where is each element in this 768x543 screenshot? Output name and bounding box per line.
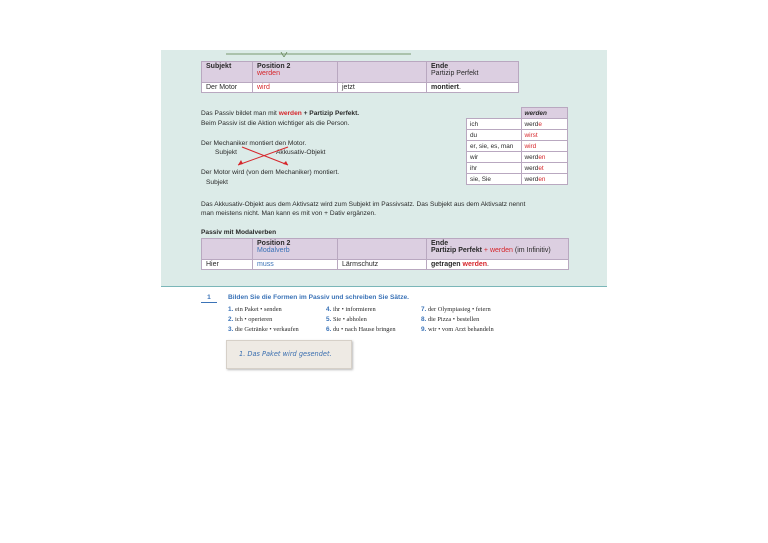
note-line-2: man meistens nicht. Man kann es mit von + Dativ ergänzen. — [201, 210, 377, 217]
modal-cell-subject: Hier — [202, 260, 253, 270]
conj-form: werdet — [521, 163, 567, 174]
label-akkusativ: Akkusativ-Objekt — [276, 149, 326, 156]
answer-example: 1. Das Paket wird gesendet. — [239, 350, 332, 358]
exercise-item: 5. Sie • abholen — [326, 316, 367, 323]
section-divider — [161, 286, 607, 287]
conj-pron: ihr — [467, 163, 522, 174]
modal-cell-end: getragen werden. — [427, 260, 569, 270]
conj-empty — [467, 108, 522, 119]
passive-structure-table — [201, 61, 519, 93]
header-subjekt: Subjekt — [202, 62, 253, 83]
modal-title: Passiv mit Modalverben — [201, 229, 277, 236]
exercise-title: Bilden Sie die Formen im Passiv und schreiben Sie Sätze. — [228, 294, 410, 301]
note-line-1: Das Akkusativ-Objekt aus dem Aktivsatz wird zum Subjekt im Passivsatz. Das Subjekt aus dem Aktivsatz nennt — [201, 201, 526, 208]
modal-header-middle — [338, 239, 427, 260]
exercise-item: 6. du • nach Hause bringen — [326, 326, 396, 333]
passive-sentence: Der Motor wird (von dem Mechaniker) montiert. — [201, 169, 340, 176]
label-subjekt: Subjekt — [215, 149, 237, 156]
cell-subject: Der Motor — [202, 83, 253, 93]
conj-form: wirst — [521, 130, 567, 141]
conj-pron: ich — [467, 119, 522, 130]
modal-header-ende: Ende Partizip Perfekt + werden (im Infinitiv) — [427, 239, 569, 260]
cell-end: montiert. — [427, 83, 519, 93]
conj-header: werden — [521, 108, 567, 119]
conj-pron: du — [467, 130, 522, 141]
modal-cell-middle: Lärmschutz — [338, 260, 427, 270]
modal-header-position2: Position 2 Modalverb — [253, 239, 338, 260]
exercise-item: 8. die Pizza • bestellen — [421, 316, 480, 323]
rule-line-1: Das Passiv bildet man mit werden + Partizip Perfekt. — [201, 110, 360, 117]
transform-arrows — [230, 145, 305, 169]
modal-passive-table — [201, 238, 569, 270]
header-middle — [338, 62, 427, 83]
conj-pron: er, sie, es, man — [467, 141, 522, 152]
active-sentence: Der Mechaniker montiert den Motor. — [201, 140, 307, 147]
modal-header-empty — [202, 239, 253, 260]
label-subjekt-2: Subjekt — [206, 179, 228, 186]
exercise-item: 3. die Getränke • verkaufen — [228, 326, 299, 333]
exercise-item: 9. wir • vom Arzt behandeln — [421, 326, 494, 333]
exercise-item: 1. ein Paket • senden — [228, 306, 282, 313]
conj-form: werde — [521, 119, 567, 130]
cell-middle: jetzt — [338, 83, 427, 93]
exercise-number: 1 — [201, 293, 217, 303]
answer-note-card — [226, 340, 352, 369]
header-ende: Ende Partizip Perfekt — [427, 62, 519, 83]
exercise-item: 2. ich • operieren — [228, 316, 273, 323]
modal-cell-verb: muss — [253, 260, 338, 270]
header-position2: Position 2 werden — [253, 62, 338, 83]
conj-form: werden — [521, 174, 567, 185]
conj-form: wird — [521, 141, 567, 152]
cell-verb: wird — [253, 83, 338, 93]
conj-form: werden — [521, 152, 567, 163]
werden-conjugation-table — [466, 107, 568, 185]
exercise-item: 7. der Olympiasieg • feiern — [421, 306, 491, 313]
conj-pron: wir — [467, 152, 522, 163]
conj-pron: sie, Sie — [467, 174, 522, 185]
rule-line-2: Beim Passiv ist die Aktion wichtiger als die Person. — [201, 120, 350, 127]
exercise-item: 4. ihr • informieren — [326, 306, 376, 313]
decorative-top-line — [226, 52, 411, 57]
